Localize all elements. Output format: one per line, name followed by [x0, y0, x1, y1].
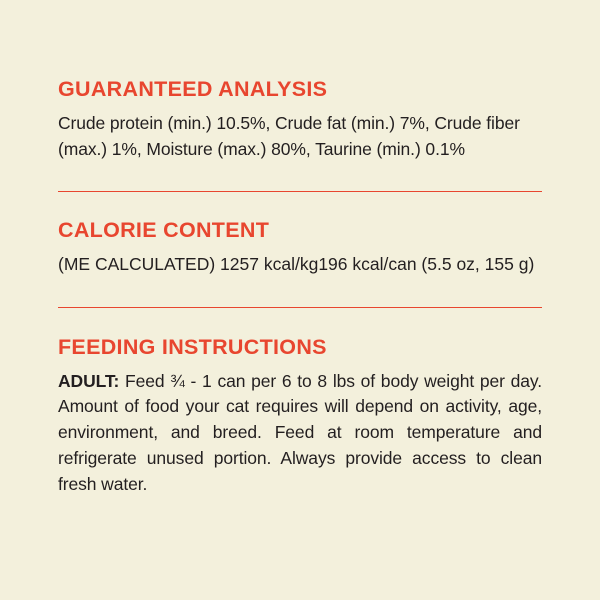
feeding-instructions-section: [58, 336, 542, 498]
feeding-instructions-body: Feed ¾ - 1 can per 6 to 8 lbs of body weight per day. Amount of food your cat requires will depend on activity, age, environment, and breed. Feed at room temperature and refrigerate unused portion. Always provide access to clean fresh water.: [58, 370, 542, 495]
calorie-content-text: (ME CALCULATED) 1257 kcal/kg196 kcal/can (5.5 oz, 155 g): [58, 254, 535, 275]
guaranteed-analysis-text: Crude protein (min.) 10.5%, Crude fat (min.) 7%, Crude fiber (max.) 1%, Moisture (max.) 80%, Taurine (min.) 0.1%: [58, 112, 520, 159]
spacer-3: [58, 278, 542, 307]
guaranteed-analysis-heading: GUARANTEED ANALYSIS: [58, 77, 328, 101]
calorie-content-section: [58, 219, 542, 278]
spacer-4: [58, 308, 542, 336]
feeding-instructions-text: [58, 369, 542, 498]
feeding-instructions-lead: ADULT:: [58, 370, 120, 391]
spacer-1: [58, 162, 542, 191]
spacer-2: [58, 192, 542, 219]
feeding-instructions-heading: FEEDING INSTRUCTIONS: [58, 334, 327, 359]
calorie-content-heading: CALORIE CONTENT: [58, 218, 270, 243]
guaranteed-analysis-section: [58, 78, 542, 162]
